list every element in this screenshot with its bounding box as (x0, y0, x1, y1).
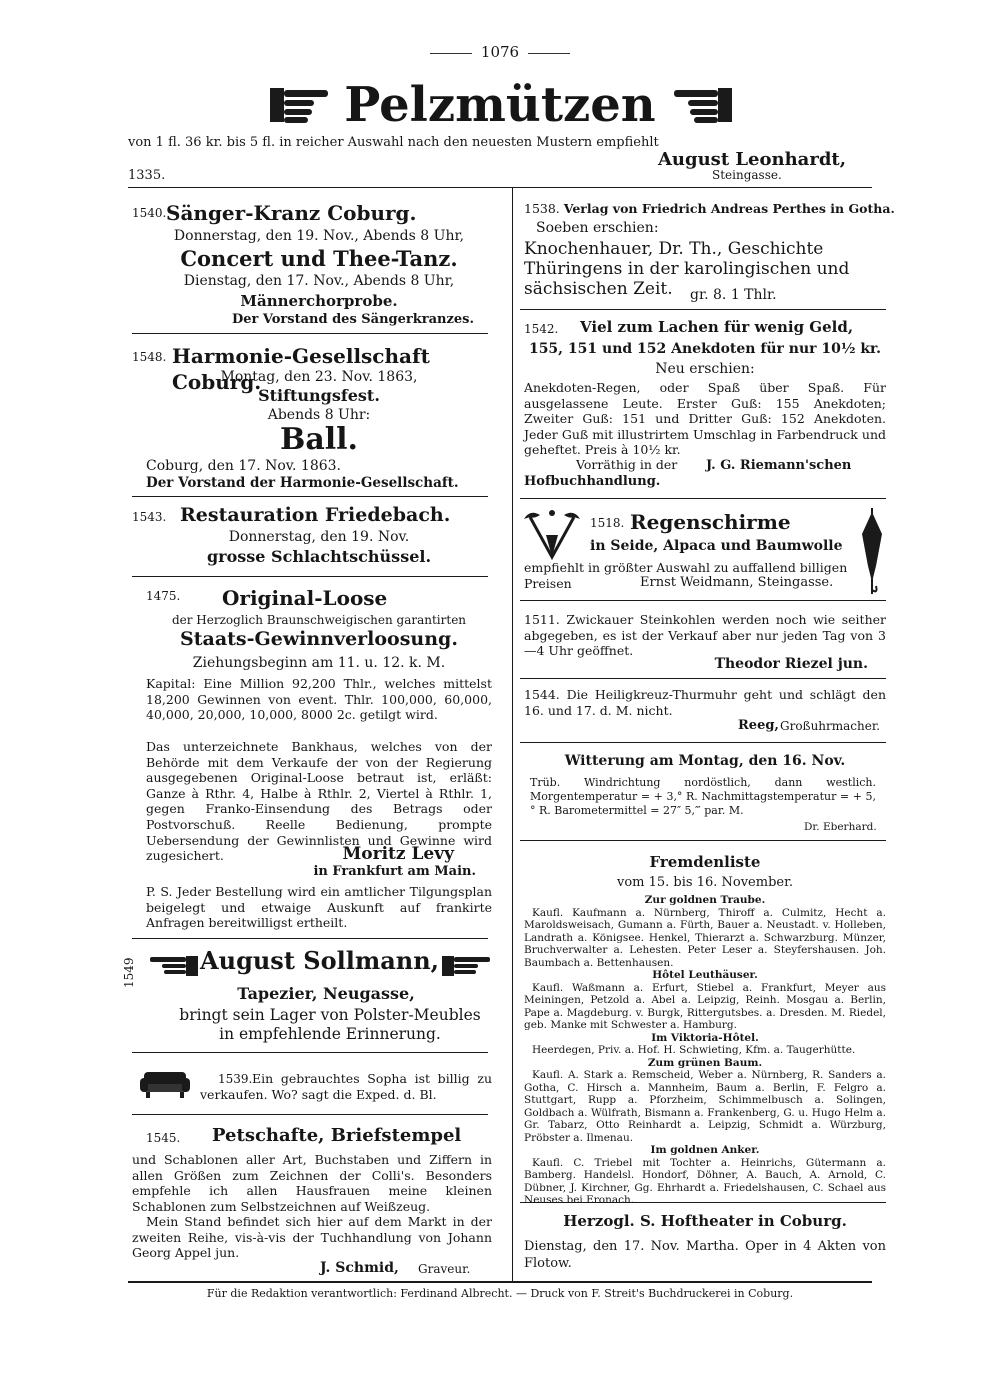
ad-number: 1542. (524, 322, 559, 336)
sollmann-sub: Tapezier, Neugasse, (237, 984, 415, 1003)
ad-street: Steingasse. (712, 168, 782, 182)
harmonie-date: Montag, den 23. Nov. 1863, (220, 369, 418, 385)
divider (520, 309, 886, 310)
sollmann-title: August Sollmann, (200, 946, 440, 975)
perthes-head (524, 201, 895, 217)
divider (520, 498, 886, 499)
loose-line3: Ziehungsbeginn am 11. u. 12. k. M. (192, 655, 446, 671)
lachen-title1: Viel zum Lachen für wenig Geld, (580, 318, 854, 336)
harmonie-ball: Ball. (279, 422, 359, 457)
ad-number: 1475. (146, 589, 181, 603)
divider (520, 840, 886, 841)
loose-title: Original-Loose (222, 586, 388, 610)
theater-body: Dienstag, den 17. Nov. Martha. Oper in 4 Akten von Flotow. (524, 1239, 886, 1271)
restauration-event: grosse Schlachtschüssel. (206, 547, 432, 566)
footer-text: Für die Redaktion verantwortlich: Ferdinand Albrecht. — Druck von F. Streit's Buchdruckerei in Coburg. (206, 1287, 794, 1300)
harmonie-place: Coburg, den 17. Nov. 1863. (146, 458, 342, 474)
fremdenliste-section (524, 1032, 886, 1057)
ad-number: 1544. (524, 687, 560, 702)
loose-sign-place: in Frankfurt am Main. (313, 864, 476, 879)
fremdenliste-section-body: Kaufl. A. Stark a. Remscheid, Weber a. Nürnberg, R. Sanders a. Gotha, C. Hirsch a. Mannheim, Baum a. Berlin, F. Felgro a. Stuttgart, Rupp a. Pforzheim, Schimmelbusch a. Solingen, Goldbach a. Wülfrath, Bismann a. Frankenberg, G. u. Hugo Helm a. Gr. Tabarz, Otto Reinhardt a. Leipzig, Schmidt a. Würzburg, Pröbster a. Ilmenau. (524, 1069, 886, 1144)
perthes-publisher: Verlag von Friedrich Andreas Perthes in Gotha. (563, 201, 895, 216)
ad-number: 1538. (524, 201, 560, 216)
ad-merchant: August Leonhardt, (657, 149, 846, 170)
witterung-sign: Dr. Eberhard. (804, 821, 877, 833)
regenschirme-title: Regenschirme (630, 510, 791, 534)
steinkohlen-sign: Theodor Riezel jun. (714, 656, 868, 672)
fremdenliste-section-body: Heerdegen, Priv. a. Hof. H. Schwieting, Kfm. a. Taugerhütte. (532, 1044, 856, 1056)
lachen-shop: J. G. Riemann'schen Hofbuchhandlung. (524, 458, 852, 489)
ad-number: 1511. (524, 612, 560, 627)
harmonie-time: Abends 8 Uhr: (267, 407, 371, 423)
fremdenliste-dates: vom 15. bis 16. November. (616, 875, 794, 890)
footer-rule (128, 1281, 872, 1283)
loose-sign: Moritz Levy (342, 844, 454, 864)
fremdenliste-section-head: Im goldnen Anker. (650, 1144, 760, 1156)
fremdenliste-section-head: Zum grünen Baum. (647, 1056, 763, 1069)
restauration-title: Restauration Friedebach. (180, 504, 451, 526)
page-number: 1076 (480, 43, 520, 61)
fremdenliste-section-body: Kaufl. Waßmann a. Erfurt, Stiebel a. Frankfurt, Meyer aus Meiningen, Petzold a. Abel a. Leipzig, Reinh. Mosgau a. Berlin, Pape a. Magdeburg. v. Burgk, Rittergutsbes. a. Dresden. M. Riedel, geb. Manke mit Schwester a. Hamburg. (524, 981, 886, 1031)
ad-number: 1540. (132, 206, 167, 220)
theater-title: Herzogl. S. Hoftheater in Coburg. (563, 1212, 847, 1230)
petschafte-body2: Mein Stand befindet sich hier auf dem Markt in der zweiten Reihe, vis-à-vis der Tuchhandlung von Johann Georg Appel jun. (132, 1214, 492, 1261)
fremdenliste-title: Fremdenliste (649, 853, 761, 871)
divider (520, 1202, 886, 1203)
thurmuhr-sign: Reeg, (738, 718, 779, 733)
regenschirme-sub: in Seide, Alpaca und Baumwolle (590, 538, 843, 554)
sofa-icon (140, 1066, 190, 1104)
restauration-date: Donnerstag, den 19. Nov. (228, 529, 410, 545)
harmonie-event: Stiftungsfest. (258, 386, 380, 405)
ad-number: 1335. (128, 168, 166, 183)
ad-number: 1539. (218, 1072, 253, 1086)
saenger-date2: Dienstag, den 17. Nov., Abends 8 Uhr, (183, 273, 455, 289)
divider (132, 496, 488, 497)
sollmann-body: bringt sein Lager von Polster-Meubles in empfehlende Erinnerung. (179, 1006, 481, 1043)
petschafte-sign: J. Schmid, (320, 1260, 399, 1276)
lachen-title2: 155, 151 und 152 Anekdoten für nur 10½ kr. (528, 341, 882, 357)
divider (132, 333, 488, 334)
thurmuhr-body (524, 687, 886, 718)
lachen-body: Anekdoten-Regen, oder Spaß über Spaß. Für ausgelassene Leute. Erster Guß: 155 Anekdoten; Zweiter Guß: 151 und Dritter Guß: 152 Anekdoten. Jeder Guß mit illustrirtem Umschlag in Farbendruck und geheftet. Preis à 10½ kr. (524, 380, 886, 458)
fremdenliste-sections (524, 894, 886, 1207)
saenger-date1: Donnerstag, den 19. Nov., Abends 8 Uhr, (173, 228, 465, 244)
fremdenliste-section (524, 1057, 886, 1145)
witterung-body: Trüb. Windrichtung nordöstlich, dann westlich. Morgentemperatur = + 3,° R. Nachmittagstemperatur = + 5,° R. Barometermittel = 27″ 5,‴ par. M. (530, 776, 876, 817)
thurmuhr-sign-role: Großuhrmacher. (780, 719, 881, 733)
loose-line1: der Herzoglich Braunschweigischen garantirten (171, 613, 467, 627)
divider (520, 600, 886, 601)
perthes-title: Knochenhauer, Dr. Th., Geschichte Thüringens in der karolingischen und sächsischen Zeit. (524, 239, 850, 299)
column-divider (512, 187, 513, 1282)
lachen-sub: Neu erschien: (655, 361, 755, 377)
divider (132, 576, 488, 577)
ad-number: 1545. (146, 1131, 181, 1145)
regenschirme-body: empfiehlt in größter Auswahl zu auffallend billigen Preisen (524, 560, 848, 591)
umbrella-icon (860, 506, 884, 600)
pointing-hand-icon (672, 82, 734, 132)
divider (132, 938, 488, 939)
fremdenliste-section-head: Zur goldnen Traube. (644, 894, 766, 906)
ad-line: von 1 fl. 36 kr. bis 5 fl. in reicher Auswahl nach den neuesten Mustern empfiehlt (128, 135, 659, 150)
petschafte-body1: und Schablonen aller Art, Buchstaben und Ziffern in allen Größen zum Zeichnen der Colli's. Besonders empfehle ich allen Hausfrauen meine kleinen Schablonen zum Selbstzeichnen auf Weißzeug. (132, 1152, 492, 1214)
harmonie-title: Harmonie-Gesellschaft Coburg. (172, 344, 430, 394)
pointing-hand-icon (268, 82, 330, 132)
saenger-title: Sänger-Kranz Coburg. (166, 201, 417, 225)
ad-number-vertical: 1549 (122, 957, 136, 988)
lachen-stock: Vorräthig in der (576, 457, 678, 472)
ad-number: 1548. (132, 350, 167, 364)
loose-body1: Kapital: Eine Million 92,200 Thlr., welches mittelst 18,200 Gewinnen von event. Thlr. 100,000, 60,000, 40,000, 20,000, 10,000, 8000 2c. getilgt wird. (146, 676, 492, 723)
loose-body2: Das unterzeichnete Bankhaus, welches von der Behörde mit dem Verkaufe der von der Regierung ausgegebenen Original-Loose betraut ist, erläßt: Ganze à Rthr. 4, Halbe à Rthlr. 2, Viertel à Rthlr. 1, gegen Franko-Einsendung des Betrags oder Postvorschuß. Reelle Bedienung, prompte Uebersendung der Gewinnlisten und Gewinne wird zugesichert. (146, 739, 492, 864)
fremdenliste-section-head: Im Viktoria-Hôtel. (651, 1031, 759, 1044)
ad-number: 1543. (132, 510, 167, 524)
pointing-hand-icon (148, 952, 200, 984)
steinkohlen-text: Zwickauer Steinkohlen werden noch wie seither abgegeben, es ist der Verkauf aber nur jeden Tag von 3—4 Uhr geöffnet. (524, 612, 886, 659)
fremdenliste-section (524, 969, 886, 1032)
saenger-event2: Männerchorprobe. (240, 292, 398, 310)
divider (520, 742, 886, 743)
regenschirme-sign: Ernst Weidmann, Steingasse. (640, 575, 834, 590)
thurmuhr-text: Die Heiligkreuz-Thurmuhr geht und schlägt den 16. und 17. d. M. nicht. (524, 687, 886, 718)
top-divider (128, 187, 872, 188)
fremdenliste-section-head: Hôtel Leuthäuser. (652, 969, 758, 981)
fremdenliste-section (524, 1144, 886, 1207)
petschafte-sign-role: Graveur. (418, 1262, 471, 1276)
loose-ps: P. S. Jeder Bestellung wird ein amtlicher Tilgungsplan beigelegt und etwaige Auskunft auf frankirte Anfragen bereitwilligst ertheilt. (146, 884, 492, 931)
witterung-title: Witterung am Montag, den 16. Nov. (564, 753, 846, 769)
fremdenliste-section-body: Kaufl. Kaufmann a. Nürnberg, Thiroff a. Culmitz, Hecht a. Maroldsweisach, Gumann a. Fürth, Bauer a. Neustadt. v. Holleben, Landrath a. Königsee. Henkel, Thierarzt a. Schwarzburg. Münzer, Bruchverwalter a. Lehesten. Peter Leser a. Steyfershausen. Joh. Baumbach a. Bettenhausen. (524, 906, 886, 969)
steinkohlen-body (524, 612, 886, 659)
divider (520, 678, 886, 679)
saenger-sign: Der Vorstand des Sängerkranzes. (231, 312, 474, 327)
petschafte-title: Petschafte, Briefstempel (212, 1125, 462, 1146)
ad-number: 1518. (590, 516, 625, 530)
pointing-hand-icon (440, 952, 492, 984)
loose-line2: Staats-Gewinnverloosung. (180, 628, 458, 650)
divider (132, 1052, 488, 1053)
divider (132, 1114, 488, 1115)
perthes-price: gr. 8. 1 Thlr. (690, 287, 777, 303)
harmonie-sign: Der Vorstand der Harmonie-Gesellschaft. (146, 475, 459, 491)
ad-title-pelzmuetzen: Pelzmützen (344, 77, 656, 133)
sopha-body: Ein gebrauchtes Sopha ist billig zu verkaufen. Wo? sagt die Exped. d. Bl. (200, 1071, 492, 1102)
fremdenliste-section-body: Kaufl. C. Triebel mit Tochter a. Heinrichs, Gütermann a. Bamberg. Handelsl. Hondorf, Döhner, A. Bauch, A. Arnold, C. Dübner, J. Kirchner, Gg. Ehrhardt a. Friedelshausen, C. Schael aus Neuses bei Eronach. (524, 1156, 886, 1206)
fremdenliste-section (524, 894, 886, 969)
saenger-event1: Concert und Thee-Tanz. (180, 246, 458, 271)
perthes-sub: Soeben erschien: (536, 220, 659, 236)
